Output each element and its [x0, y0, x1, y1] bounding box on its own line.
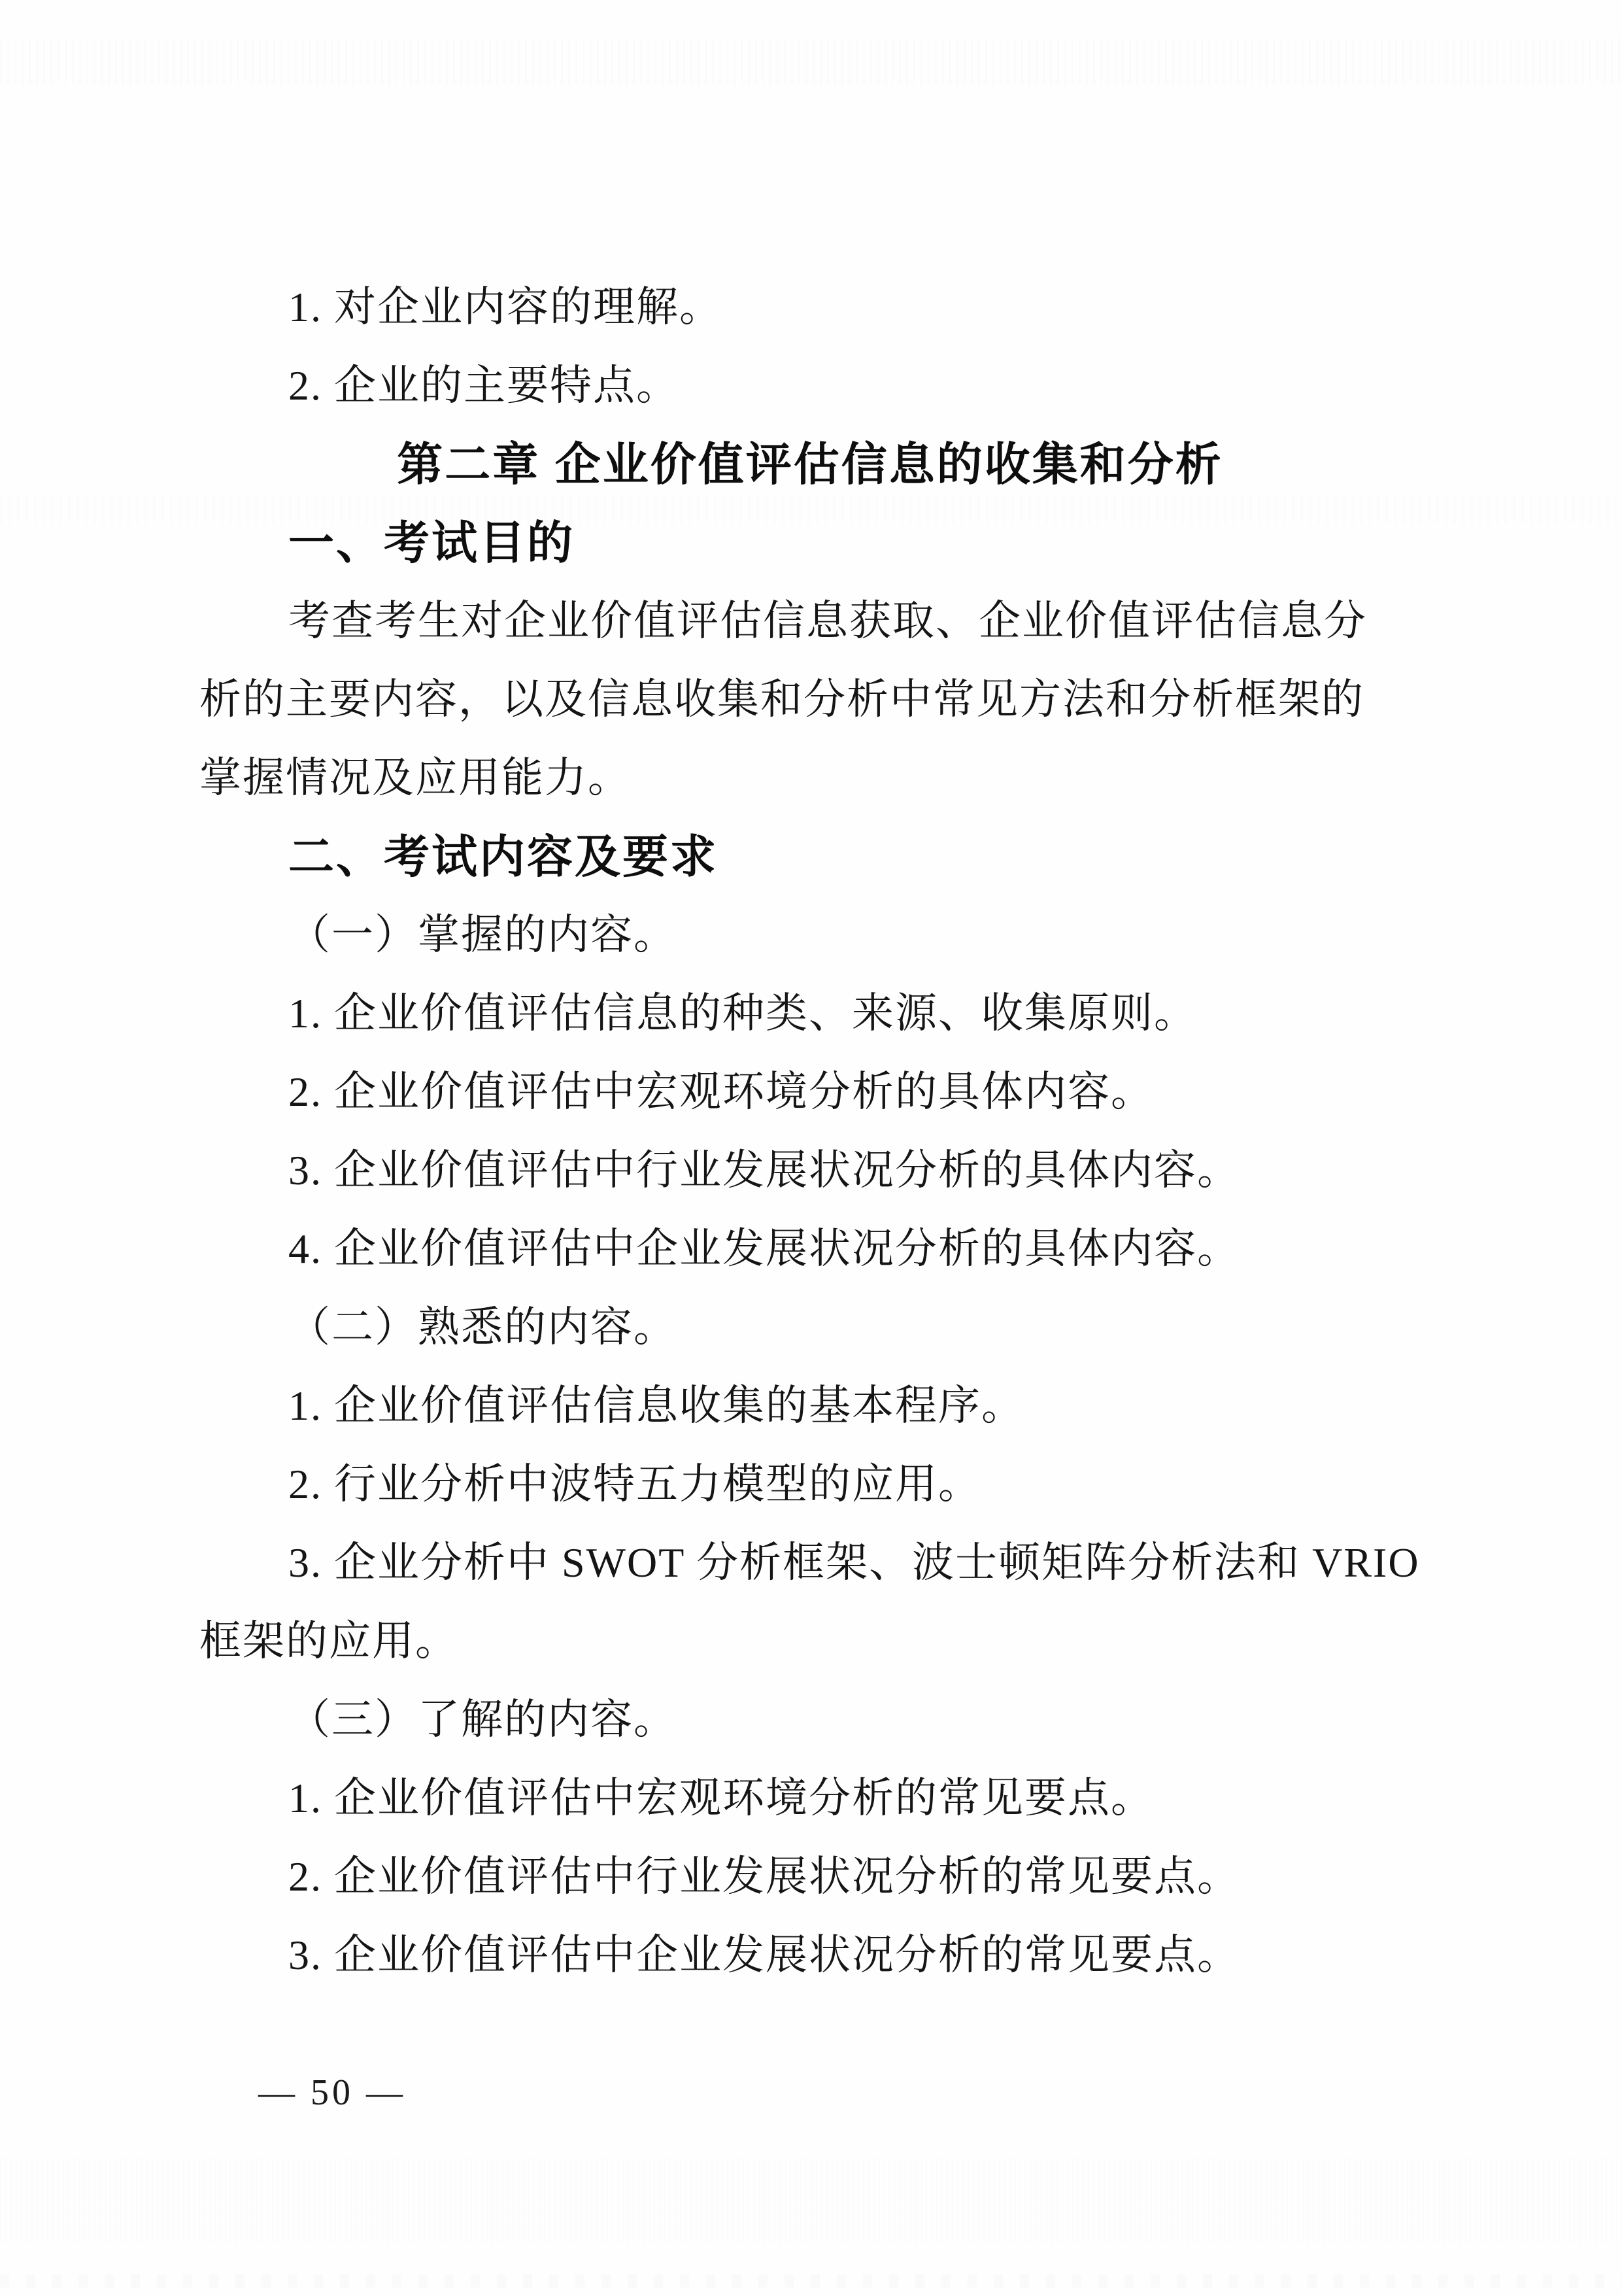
- paragraph-line: 析的主要内容，以及信息收集和分析中常见方法和分析框架的: [199, 676, 1364, 723]
- page-number: — 50 —: [258, 2072, 406, 2113]
- scan-artifact: [0, 2158, 1622, 2243]
- list-item-line: 2. 企业价值评估中行业发展状况分析的常见要点。: [288, 1853, 1240, 1900]
- paragraph-line: 考查考生对企业价值评估信息获取、企业价值评估信息分: [288, 598, 1367, 644]
- document-body: [199, 268, 1421, 1995]
- subsection-line: （一）掌握的内容。: [288, 912, 677, 958]
- scan-artifact: [0, 39, 1622, 85]
- list-item-line: 1. 对企业内容的理解。: [288, 284, 722, 330]
- subsection-line: （三）了解的内容。: [288, 1696, 677, 1743]
- list-item-line: 4. 企业价值评估中企业发展状况分析的具体内容。: [288, 1225, 1240, 1272]
- list-item-line: 2. 企业的主要特点。: [288, 362, 679, 409]
- list-item-line: 3. 企业价值评估中行业发展状况分析的具体内容。: [288, 1147, 1240, 1193]
- list-item-line: 3. 企业分析中 SWOT 分析框架、波士顿矩阵分析法和 VRIO: [288, 1539, 1420, 1586]
- paragraph-line: 掌握情况及应用能力。: [199, 755, 631, 801]
- section-heading: 二、考试内容及要求: [288, 831, 718, 882]
- list-item-line: 3. 企业价值评估中企业发展状况分析的常见要点。: [288, 1932, 1240, 1978]
- list-item-line: 2. 行业分析中波特五力模型的应用。: [288, 1461, 981, 1507]
- list-item-line: 1. 企业价值评估信息收集的基本程序。: [288, 1382, 1024, 1429]
- list-item-line: 2. 企业价值评估中宏观环境分析的具体内容。: [288, 1069, 1154, 1115]
- paragraph-line: 框架的应用。: [199, 1618, 458, 1664]
- chapter-heading: 第二章 企业价值评估信息的收集和分析: [397, 439, 1223, 490]
- list-item-line: 1. 企业价值评估中宏观环境分析的常见要点。: [288, 1775, 1154, 1821]
- scan-artifact: [0, 2274, 1622, 2287]
- section-heading: 一、考试目的: [288, 517, 575, 568]
- list-item-line: 1. 企业价值评估信息的种类、来源、收集原则。: [288, 990, 1197, 1037]
- subsection-line: （二）熟悉的内容。: [288, 1304, 677, 1350]
